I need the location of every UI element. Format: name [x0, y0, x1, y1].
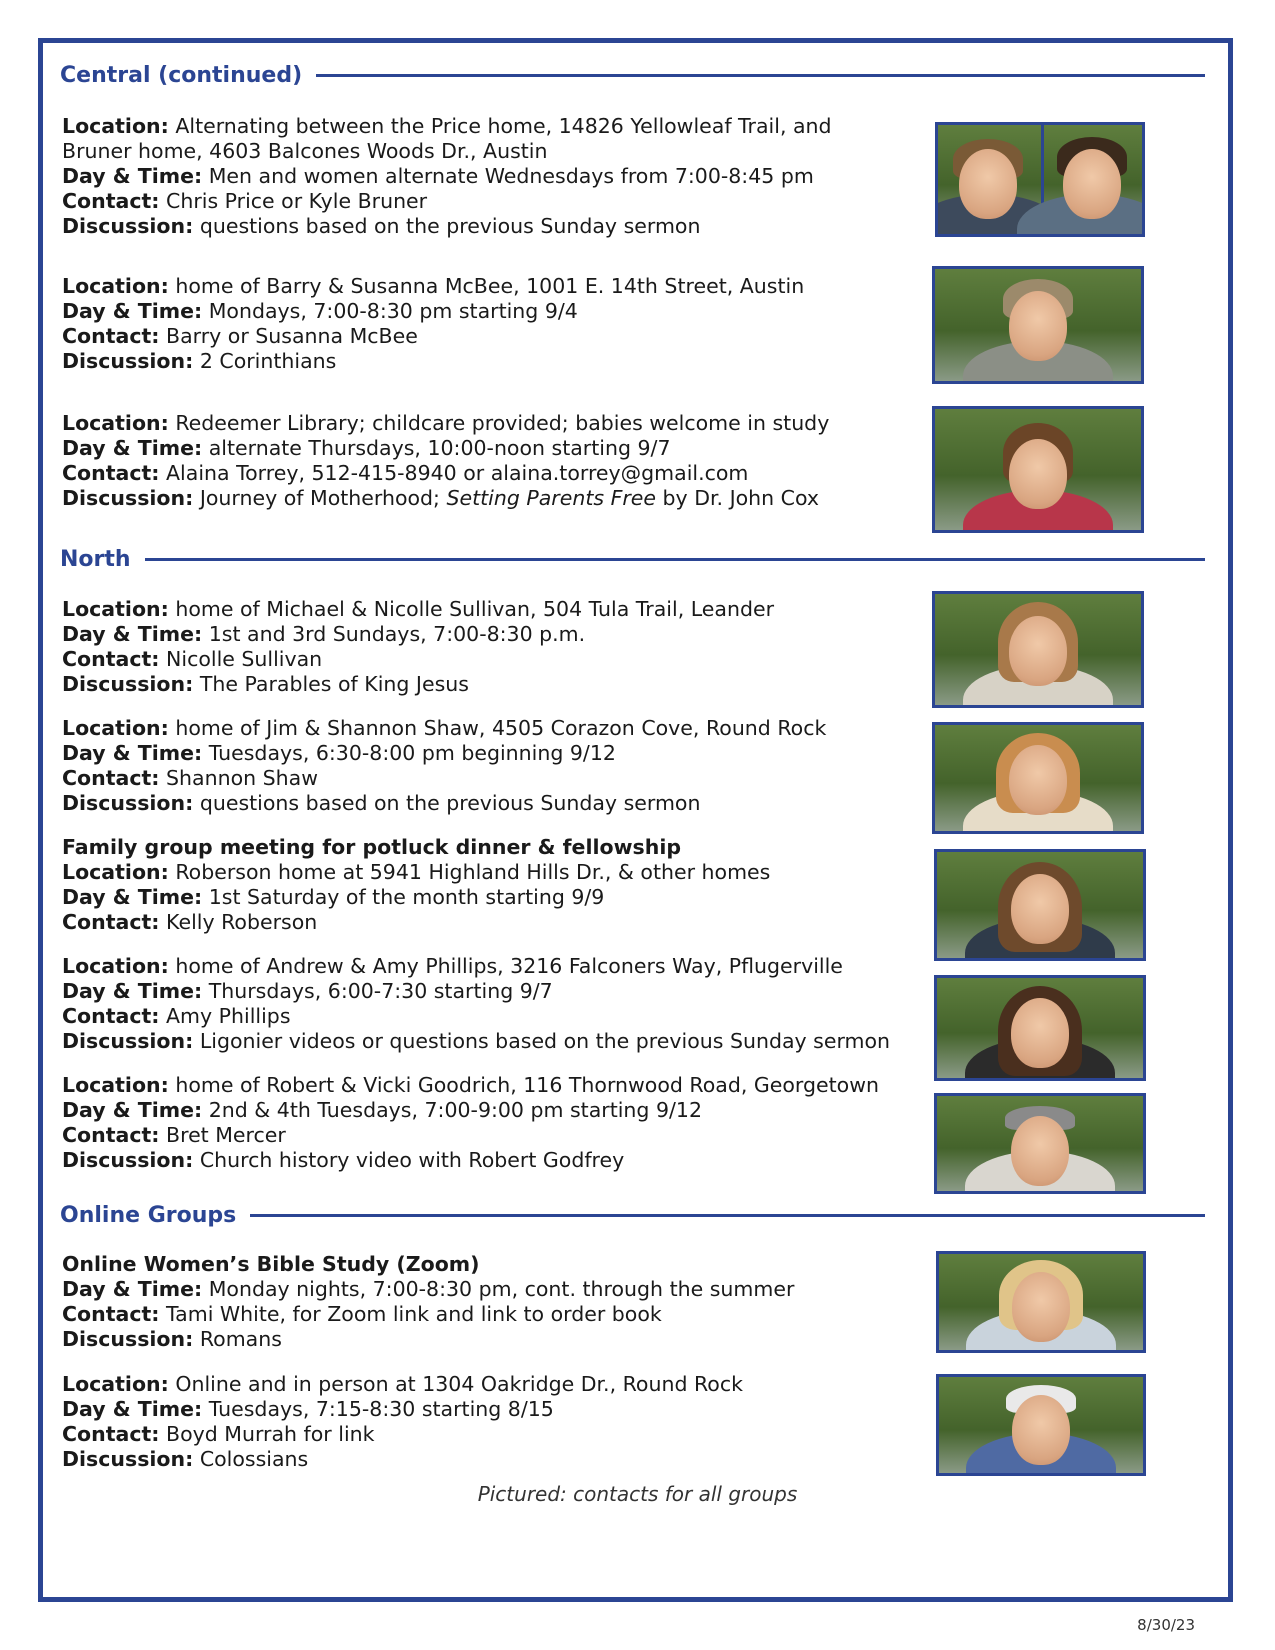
group-entry: [62, 716, 972, 816]
discussion-value: Romans: [193, 1327, 282, 1351]
contact-value: Tami White, for Zoom link and link to order book: [159, 1302, 662, 1326]
day-time-value: Monday nights, 7:00-8:30 pm, cont. through the summer: [202, 1277, 795, 1301]
contact-photo: [932, 266, 1144, 384]
location-value: Roberson home at 5941 Highland Hills Dr., & other homes: [168, 860, 771, 884]
field-label: Location:: [62, 597, 169, 621]
field-label: Contact:: [62, 647, 160, 671]
field-label: Contact:: [62, 766, 160, 790]
photo-caption: Pictured: contacts for all groups: [477, 1482, 798, 1506]
group-entry: [62, 1372, 972, 1472]
discussion-value-tail: by Dr. John Cox: [656, 486, 820, 510]
discussion-value: The Parables of King Jesus: [193, 672, 469, 696]
field-label: Contact:: [62, 1422, 160, 1446]
field-label: Contact:: [62, 189, 160, 213]
day-time-value: Tuesdays, 6:30-8:00 pm beginning 9/12: [202, 741, 616, 765]
field-label: Discussion:: [62, 1148, 194, 1172]
contact-photo: [932, 722, 1144, 834]
location-value: home of Barry & Susanna McBee, 1001 E. 14th Street, Austin: [168, 274, 805, 298]
field-label: Contact:: [62, 324, 160, 348]
contact-value: Amy Phillips: [159, 1004, 291, 1028]
field-label: Contact:: [62, 1302, 160, 1326]
group-entry: [62, 835, 972, 935]
contact-value: Shannon Shaw: [159, 766, 318, 790]
discussion-value: Ligonier videos or questions based on the previous Sunday sermon: [193, 1029, 891, 1053]
location-value-cont: Bruner home, 4603 Balcones Woods Dr., Austin: [62, 139, 548, 163]
section-divider: [145, 558, 1205, 561]
contact-photo: [932, 406, 1144, 533]
field-label: Location:: [62, 114, 169, 138]
group-heading: Family group meeting for potluck dinner & fellowship: [62, 835, 682, 859]
person-portrait: [935, 725, 1141, 831]
field-label: Day & Time:: [62, 1397, 203, 1421]
day-time-value: 1st Saturday of the month starting 9/9: [202, 885, 605, 909]
field-label: Location:: [62, 1372, 169, 1396]
location-value: home of Michael & Nicolle Sullivan, 504 Tula Trail, Leander: [168, 597, 775, 621]
contact-photo: [936, 1251, 1146, 1353]
section-title: North: [60, 547, 131, 572]
location-value: home of Andrew & Amy Phillips, 3216 Falconers Way, Pflugerville: [168, 954, 843, 978]
field-label: Day & Time:: [62, 164, 203, 188]
field-label: Contact:: [62, 461, 160, 485]
section-divider: [316, 74, 1205, 77]
location-value: home of Robert & Vicki Goodrich, 116 Thornwood Road, Georgetown: [168, 1073, 879, 1097]
discussion-value: questions based on the previous Sunday sermon: [193, 791, 701, 815]
field-label: Discussion:: [62, 791, 194, 815]
field-label: Contact:: [62, 1123, 160, 1147]
group-entry: [62, 954, 972, 1054]
discussion-value: questions based on the previous Sunday sermon: [193, 214, 701, 238]
section-title: Online Groups: [60, 1203, 237, 1228]
contact-value: Boyd Murrah for link: [159, 1422, 375, 1446]
field-label: Location:: [62, 1073, 169, 1097]
field-label: Location:: [62, 716, 169, 740]
location-value: Alternating between the Price home, 14826 Yellowleaf Trail, and: [168, 114, 832, 138]
day-time-value: 2nd & 4th Tuesdays, 7:00-9:00 pm starting 9/12: [202, 1098, 702, 1122]
section-header-online: [60, 1203, 1205, 1228]
discussion-value: Colossians: [193, 1447, 309, 1471]
day-time-value: Men and women alternate Wednesdays from 7:00-8:45 pm: [202, 164, 814, 188]
group-entry: [62, 114, 972, 239]
field-label: Discussion:: [62, 672, 194, 696]
field-label: Location:: [62, 274, 169, 298]
field-label: Contact:: [62, 910, 160, 934]
contact-photo: [934, 975, 1146, 1081]
contact-photo: [932, 591, 1144, 708]
book-title: Setting Parents Free: [446, 486, 657, 510]
group-heading: Online Women’s Bible Study (Zoom): [62, 1252, 480, 1276]
field-label: Contact:: [62, 1004, 160, 1028]
day-time-value: Thursdays, 6:00-7:30 starting 9/7: [202, 979, 553, 1003]
section-title: Central (continued): [60, 63, 303, 88]
location-value: Online and in person at 1304 Oakridge Dr., Round Rock: [168, 1372, 743, 1396]
contact-value: Barry or Susanna McBee: [159, 324, 418, 348]
location-value: home of Jim & Shannon Shaw, 4505 Corazon Cove, Round Rock: [168, 716, 827, 740]
group-entry: [62, 1252, 972, 1352]
person-portrait: [990, 125, 1145, 234]
field-label: Discussion:: [62, 214, 194, 238]
day-time-value: 1st and 3rd Sundays, 7:00-8:30 p.m.: [202, 622, 586, 646]
field-label: Day & Time:: [62, 741, 203, 765]
field-label: Discussion:: [62, 1447, 194, 1471]
person-portrait: [935, 269, 1141, 381]
person-portrait: [939, 1377, 1143, 1473]
contact-photo: [934, 1093, 1146, 1194]
contact-value: Kelly Roberson: [159, 910, 318, 934]
field-label: Day & Time:: [62, 1277, 203, 1301]
field-label: Day & Time:: [62, 436, 203, 460]
section-header-central: [60, 63, 1205, 88]
contact-photo: [934, 849, 1146, 961]
person-portrait: [937, 978, 1143, 1078]
contact-value: Alaina Torrey, 512-415-8940 or alaina.torrey@gmail.com: [159, 461, 749, 485]
group-entry: [62, 1073, 972, 1173]
discussion-value: 2 Corinthians: [193, 349, 337, 373]
person-portrait: [937, 1096, 1143, 1191]
field-label: Discussion:: [62, 1327, 194, 1351]
day-time-value: Mondays, 7:00-8:30 pm starting 9/4: [202, 299, 578, 323]
person-portrait: [937, 852, 1143, 958]
field-label: Day & Time:: [62, 885, 203, 909]
field-label: Day & Time:: [62, 622, 203, 646]
field-label: Location:: [62, 860, 169, 884]
group-entry: [62, 274, 972, 374]
day-time-value: alternate Thursdays, 10:00-noon starting 9/7: [202, 436, 671, 460]
group-entry: [62, 411, 972, 511]
section-divider: [250, 1214, 1205, 1217]
contact-photo: [935, 122, 1145, 237]
discussion-value: Church history video with Robert Godfrey: [193, 1148, 625, 1172]
person-portrait: [939, 1254, 1143, 1350]
person-portrait: [935, 594, 1141, 705]
field-label: Day & Time:: [62, 979, 203, 1003]
field-label: Day & Time:: [62, 1098, 203, 1122]
field-label: Location:: [62, 411, 169, 435]
contact-value: Nicolle Sullivan: [159, 647, 323, 671]
field-label: Discussion:: [62, 1029, 194, 1053]
field-label: Discussion:: [62, 486, 194, 510]
discussion-value: Journey of Motherhood;: [193, 486, 447, 510]
field-label: Discussion:: [62, 349, 194, 373]
group-entry: [62, 597, 972, 697]
field-label: Location:: [62, 954, 169, 978]
location-value: Redeemer Library; childcare provided; babies welcome in study: [168, 411, 830, 435]
contact-photo: [936, 1374, 1146, 1476]
day-time-value: Tuesdays, 7:15-8:30 starting 8/15: [202, 1397, 554, 1421]
field-label: Day & Time:: [62, 299, 203, 323]
contact-value: Bret Mercer: [159, 1123, 286, 1147]
revision-date: 8/30/23: [1137, 1616, 1195, 1634]
contact-value: Chris Price or Kyle Bruner: [159, 189, 428, 213]
section-header-north: [60, 547, 1205, 572]
person-portrait: [935, 409, 1141, 530]
